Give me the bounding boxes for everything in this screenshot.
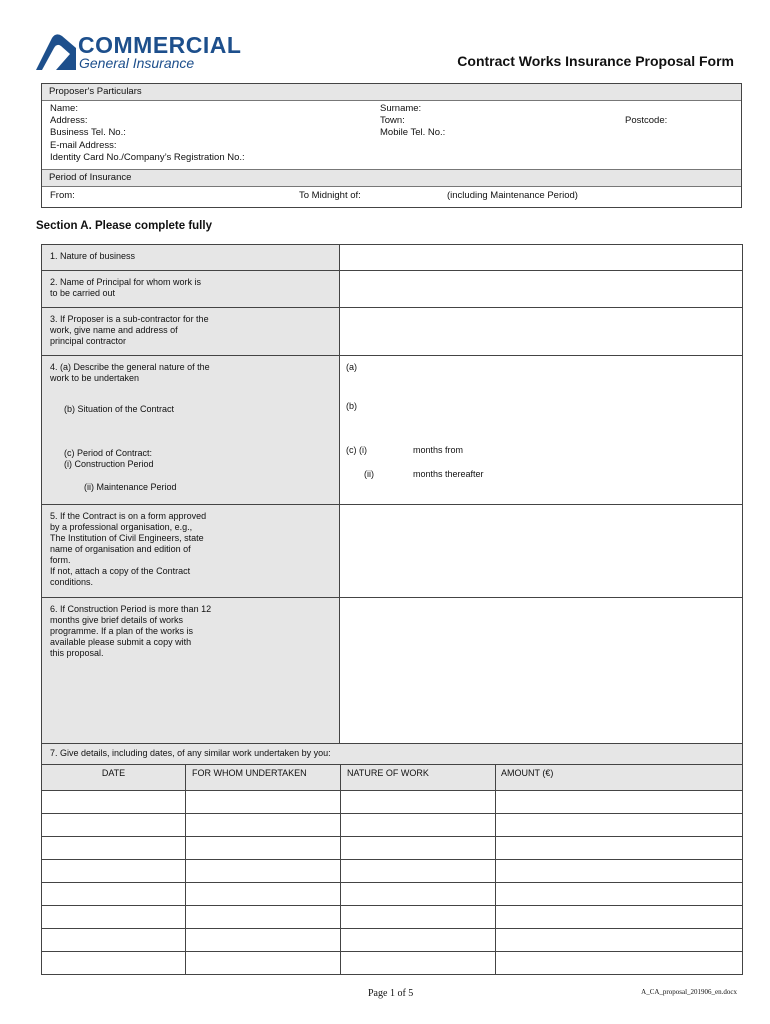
table-cell[interactable] (341, 837, 496, 860)
table-row (42, 929, 743, 952)
table-cell[interactable] (186, 814, 341, 837)
answer-3[interactable] (340, 308, 743, 356)
mobile-tel-field[interactable]: Mobile Tel. No.: (380, 127, 446, 139)
question-1: 1. Nature of business (42, 245, 340, 271)
table-row (42, 837, 743, 860)
question-4b: (b) Situation of the Contract (64, 404, 175, 414)
column-header-nature: NATURE OF WORK (341, 765, 496, 791)
table-cell[interactable] (186, 883, 341, 906)
column-header-for-whom: FOR WHOM UNDERTAKEN (186, 765, 341, 791)
table-cell[interactable] (496, 883, 743, 906)
table-cell[interactable] (42, 860, 186, 883)
table-row (42, 860, 743, 883)
table-cell[interactable] (496, 929, 743, 952)
table-row (42, 906, 743, 929)
table-row (42, 814, 743, 837)
table-cell[interactable] (496, 837, 743, 860)
question-4 (42, 356, 340, 505)
question-3: 3. If Proposer is a sub-contractor for the work, give name and address of principal contractor (42, 308, 340, 356)
table-cell[interactable] (496, 791, 743, 814)
answer-2[interactable] (340, 271, 743, 308)
section-a-table (41, 244, 743, 765)
logo-word-general-insurance: General Insurance (79, 55, 195, 71)
table-cell[interactable] (42, 929, 186, 952)
table-cell[interactable] (186, 860, 341, 883)
company-logo (36, 34, 256, 74)
table-cell[interactable] (186, 791, 341, 814)
particulars-box (41, 83, 742, 208)
months-thereafter-label: months thereafter (413, 469, 484, 479)
table-cell[interactable] (341, 860, 496, 883)
question-2: 2. Name of Principal for whom work is to be carried out (42, 271, 340, 308)
answer-4a-label: (a) (346, 362, 357, 372)
answer-4[interactable] (340, 356, 743, 505)
column-header-date: DATE (42, 765, 186, 791)
table-cell[interactable] (42, 906, 186, 929)
answer-4b-label: (b) (346, 401, 357, 411)
question-7: 7. Give details, including dates, of any similar work undertaken by you: (42, 744, 743, 765)
table-cell[interactable] (341, 929, 496, 952)
table-cell[interactable] (42, 814, 186, 837)
business-tel-field[interactable]: Business Tel. No.: (50, 127, 126, 139)
particulars-heading: Proposer's Particulars (42, 84, 741, 101)
postcode-field[interactable]: Postcode: (625, 115, 668, 126)
section-a-heading: Section A. Please complete fully (36, 220, 212, 232)
document-reference: A_CA_proposal_201906_en.docx (641, 988, 737, 996)
table-cell[interactable] (186, 952, 341, 975)
table-cell[interactable] (42, 883, 186, 906)
name-field[interactable]: Name: (50, 103, 78, 114)
question-4c-ii: (ii) Maintenance Period (84, 482, 177, 492)
table-cell[interactable] (496, 952, 743, 975)
answer-4c-ii-label: (ii) (364, 469, 374, 479)
table-cell[interactable] (186, 906, 341, 929)
table-cell[interactable] (496, 860, 743, 883)
question-5: 5. If the Contract is on a form approved by a professional organisation, e.g., The Institution of Civil Engineers, state name of organisation and edition of form. If not, attach a copy of the Contract conditions. (42, 505, 340, 598)
logo-word-commercial: COMMERCIAL (78, 32, 242, 58)
table-cell[interactable] (42, 837, 186, 860)
table-row (42, 883, 743, 906)
column-header-amount: AMOUNT (€) (496, 765, 743, 791)
table-cell[interactable] (496, 814, 743, 837)
table-cell[interactable] (496, 906, 743, 929)
email-field[interactable]: E-mail Address: (50, 139, 117, 151)
months-from-label: months from (413, 445, 464, 455)
table-cell[interactable] (42, 791, 186, 814)
address-field[interactable]: Address: (50, 115, 88, 127)
logo-mark-icon (36, 34, 76, 70)
table-cell[interactable] (341, 814, 496, 837)
question-6: 6. If Construction Period is more than 12 months give brief details of works programme. If a plan of the works is available please submit a copy with this proposal. (42, 598, 340, 744)
answer-4c-i-label: (c) (i) (346, 445, 367, 455)
answer-6[interactable] (340, 598, 743, 744)
table-row (42, 952, 743, 975)
table-row (42, 791, 743, 814)
period-heading: Period of Insurance (42, 169, 741, 187)
question-4c: (c) Period of Contract: (i) Construction Period (64, 448, 154, 469)
answer-5[interactable] (340, 505, 743, 598)
similar-work-table (41, 764, 743, 975)
page-number: Page 1 of 5 (368, 988, 414, 999)
table-cell[interactable] (341, 791, 496, 814)
answer-1[interactable] (340, 245, 743, 271)
table-header-row (42, 765, 743, 791)
table-cell[interactable] (42, 952, 186, 975)
table-cell[interactable] (186, 837, 341, 860)
table-cell[interactable] (341, 906, 496, 929)
surname-field[interactable]: Surname: (380, 103, 422, 114)
form-title: Contract Works Insurance Proposal Form (457, 53, 734, 69)
table-cell[interactable] (341, 883, 496, 906)
period-to-field[interactable]: To Midnight of: (299, 190, 361, 201)
id-card-field[interactable]: Identity Card No./Company’s Registration No.: (50, 151, 245, 163)
period-from-field[interactable]: From: (50, 190, 75, 201)
question-4a: 4. (a) Describe the general nature of the work to be undertaken (50, 362, 210, 383)
town-field[interactable]: Town: (380, 115, 405, 127)
period-including-note: (including Maintenance Period) (447, 190, 578, 201)
table-cell[interactable] (186, 929, 341, 952)
table-cell[interactable] (341, 952, 496, 975)
